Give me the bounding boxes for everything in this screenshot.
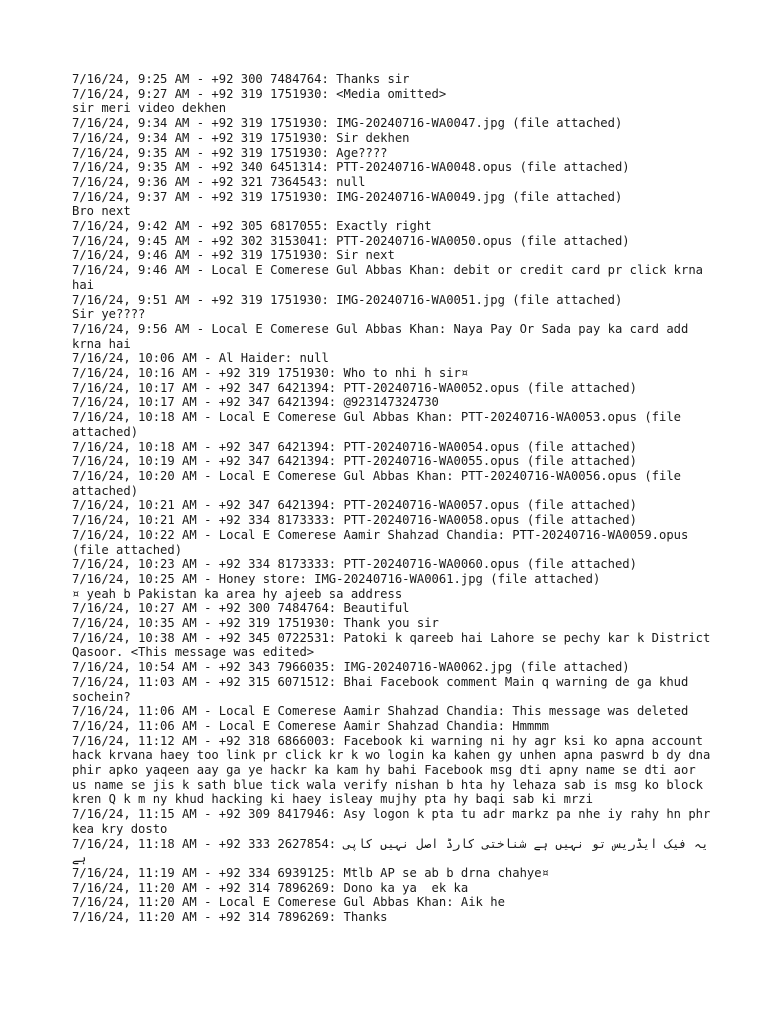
chat-line: 7/16/24, 10:18 AM - Local E Comerese Gul Abbas Khan: PTT-20240716-WA0053.opus (file attached) <box>72 410 689 439</box>
chat-line: 7/16/24, 9:42 AM - +92 305 6817055: Exactly right <box>72 219 432 234</box>
chat-line: 7/16/24, 9:34 AM - +92 319 1751930: Sir dekhen <box>72 130 410 145</box>
chat-line: sir meri video dekhen <box>72 101 227 116</box>
chat-line: 7/16/24, 9:34 AM - +92 319 1751930: IMG-20240716-WA0047.jpg (file attached) <box>72 116 623 131</box>
chat-line: Bro next <box>72 204 131 219</box>
chat-line: 7/16/24, 9:35 AM - +92 319 1751930: Age???? <box>72 145 388 160</box>
chat-line: Sir ye???? <box>72 307 146 322</box>
chat-line: 7/16/24, 11:03 AM - +92 315 6071512: Bhai Facebook comment Main q warning de ga khud sochein? <box>72 674 696 704</box>
chat-line: 7/16/24, 10:19 AM - +92 347 6421394: PTT-20240716-WA0055.opus (file attached) <box>72 454 637 469</box>
chat-line: 7/16/24, 10:16 AM - +92 319 1751930: Who to nhi h sir¤ <box>72 366 469 381</box>
chat-line: 7/16/24, 11:20 AM - +92 314 7896269: Dono ka ya ek ka <box>72 880 469 895</box>
chat-line: 7/16/24, 10:22 AM - Local E Comerese Aamir Shahzad Chandia: PTT-20240716-WA0059.opus (file attached) <box>72 527 696 557</box>
chat-line: 7/16/24, 10:17 AM - +92 347 6421394: PTT-20240716-WA0052.opus (file attached) <box>72 380 637 395</box>
chat-line: 7/16/24, 11:20 AM - +92 314 7896269: Thanks <box>72 910 388 925</box>
chat-line: 7/16/24, 10:25 AM - Honey store: IMG-20240716-WA0061.jpg (file attached) <box>72 571 601 586</box>
chat-line: 7/16/24, 9:36 AM - +92 321 7364543: null <box>72 174 366 189</box>
chat-line: 7/16/24, 11:15 AM - +92 309 8417946: Asy logon k pta tu adr markz pa nhe iy rahy hn phr kea kry dosto <box>72 807 718 836</box>
chat-line: 7/16/24, 11:06 AM - Local E Comerese Aamir Shahzad Chandia: Hmmmm <box>72 718 549 733</box>
chat-line: 7/16/24, 10:38 AM - +92 345 0722531: Patoki k qareeb hai Lahore se pechy kar k District Qasoor. <This message was edited> <box>72 630 718 660</box>
chat-line: 7/16/24, 9:35 AM - +92 340 6451314: PTT-20240716-WA0048.opus (file attached) <box>72 160 630 175</box>
chat-line: 7/16/24, 9:27 AM - +92 319 1751930: <Media omitted> <box>72 86 447 101</box>
chat-line: 7/16/24, 9:46 AM - Local E Comerese Gul Abbas Khan: debit or credit card pr click krna hai <box>72 263 711 292</box>
chat-line: 7/16/24, 11:20 AM - Local E Comerese Gul Abbas Khan: Aik he <box>72 895 505 910</box>
chat-line: 7/16/24, 10:06 AM - Al Haider: null <box>72 351 329 366</box>
chat-line: 7/16/24, 10:21 AM - +92 334 8173333: PTT-20240716-WA0058.opus (file attached) <box>72 513 637 528</box>
chat-line: 7/16/24, 10:23 AM - +92 334 8173333: PTT-20240716-WA0060.opus (file attached) <box>72 557 637 572</box>
chat-line: 7/16/24, 10:17 AM - +92 347 6421394: @923147324730 <box>72 395 439 410</box>
chat-line: ¤ yeah b Pakistan ka area hy ajeeb sa address <box>72 586 403 601</box>
chat-line: 7/16/24, 10:20 AM - Local E Comerese Gul Abbas Khan: PTT-20240716-WA0056.opus (file attached) <box>72 468 689 498</box>
chat-line: 7/16/24, 10:18 AM - +92 347 6421394: PTT-20240716-WA0054.opus (file attached) <box>72 439 637 454</box>
chat-line: 7/16/24, 10:21 AM - +92 347 6421394: PTT-20240716-WA0057.opus (file attached) <box>72 498 637 513</box>
chat-line: 7/16/24, 11:12 AM - +92 318 6866003: Facebook ki warning ni hy agr ksi ko apna account hack krvana haey too link pr click kr k wo login ka kahen gy unhen apna paswrd b dy dna phir apko yaqeen aay ga ye hackr ka kam hy bahi Facebook msg dti apny name se dti aor us name se jis k sath blue tick wala verify nishan b hta hy lehaza sab is msg ko block kren Q k m ny khud hacking ki haey isleay mujhy pta hy baqi sab ki mrzi <box>72 733 718 807</box>
chat-line: 7/16/24, 10:27 AM - +92 300 7484764: Beautiful <box>72 601 410 616</box>
chat-line: 7/16/24, 9:51 AM - +92 319 1751930: IMG-20240716-WA0051.jpg (file attached) <box>72 292 623 307</box>
chat-line: 7/16/24, 9:45 AM - +92 302 3153041: PTT-20240716-WA0050.opus (file attached) <box>72 233 630 248</box>
chat-line: 7/16/24, 11:19 AM - +92 334 6939125: Mtlb AP se ab b drna chahye¤ <box>72 865 549 880</box>
chat-line: 7/16/24, 9:25 AM - +92 300 7484764: Thanks sir <box>72 72 410 86</box>
chat-log <box>72 72 718 925</box>
chat-line: 7/16/24, 10:35 AM - +92 319 1751930: Thank you sir <box>72 616 439 631</box>
chat-line: 7/16/24, 11:06 AM - Local E Comerese Aamir Shahzad Chandia: This message was deleted <box>72 704 689 719</box>
chat-line: 7/16/24, 9:37 AM - +92 319 1751930: IMG-20240716-WA0049.jpg (file attached) <box>72 189 623 204</box>
chat-line: 7/16/24, 9:46 AM - +92 319 1751930: Sir next <box>72 248 395 263</box>
chat-line: 7/16/24, 9:56 AM - Local E Comerese Gul Abbas Khan: Naya Pay Or Sada pay ka card add krna hai <box>72 321 696 351</box>
chat-line: 7/16/24, 10:54 AM - +92 343 7966035: IMG-20240716-WA0062.jpg (file attached) <box>72 660 630 675</box>
chat-line: 7/16/24, 11:18 AM - +92 333 2627854: یہ فیک ایڈریس تو نہیں ہے شناختی کارڈ اصل نہیں کاپی ہے <box>72 836 716 866</box>
